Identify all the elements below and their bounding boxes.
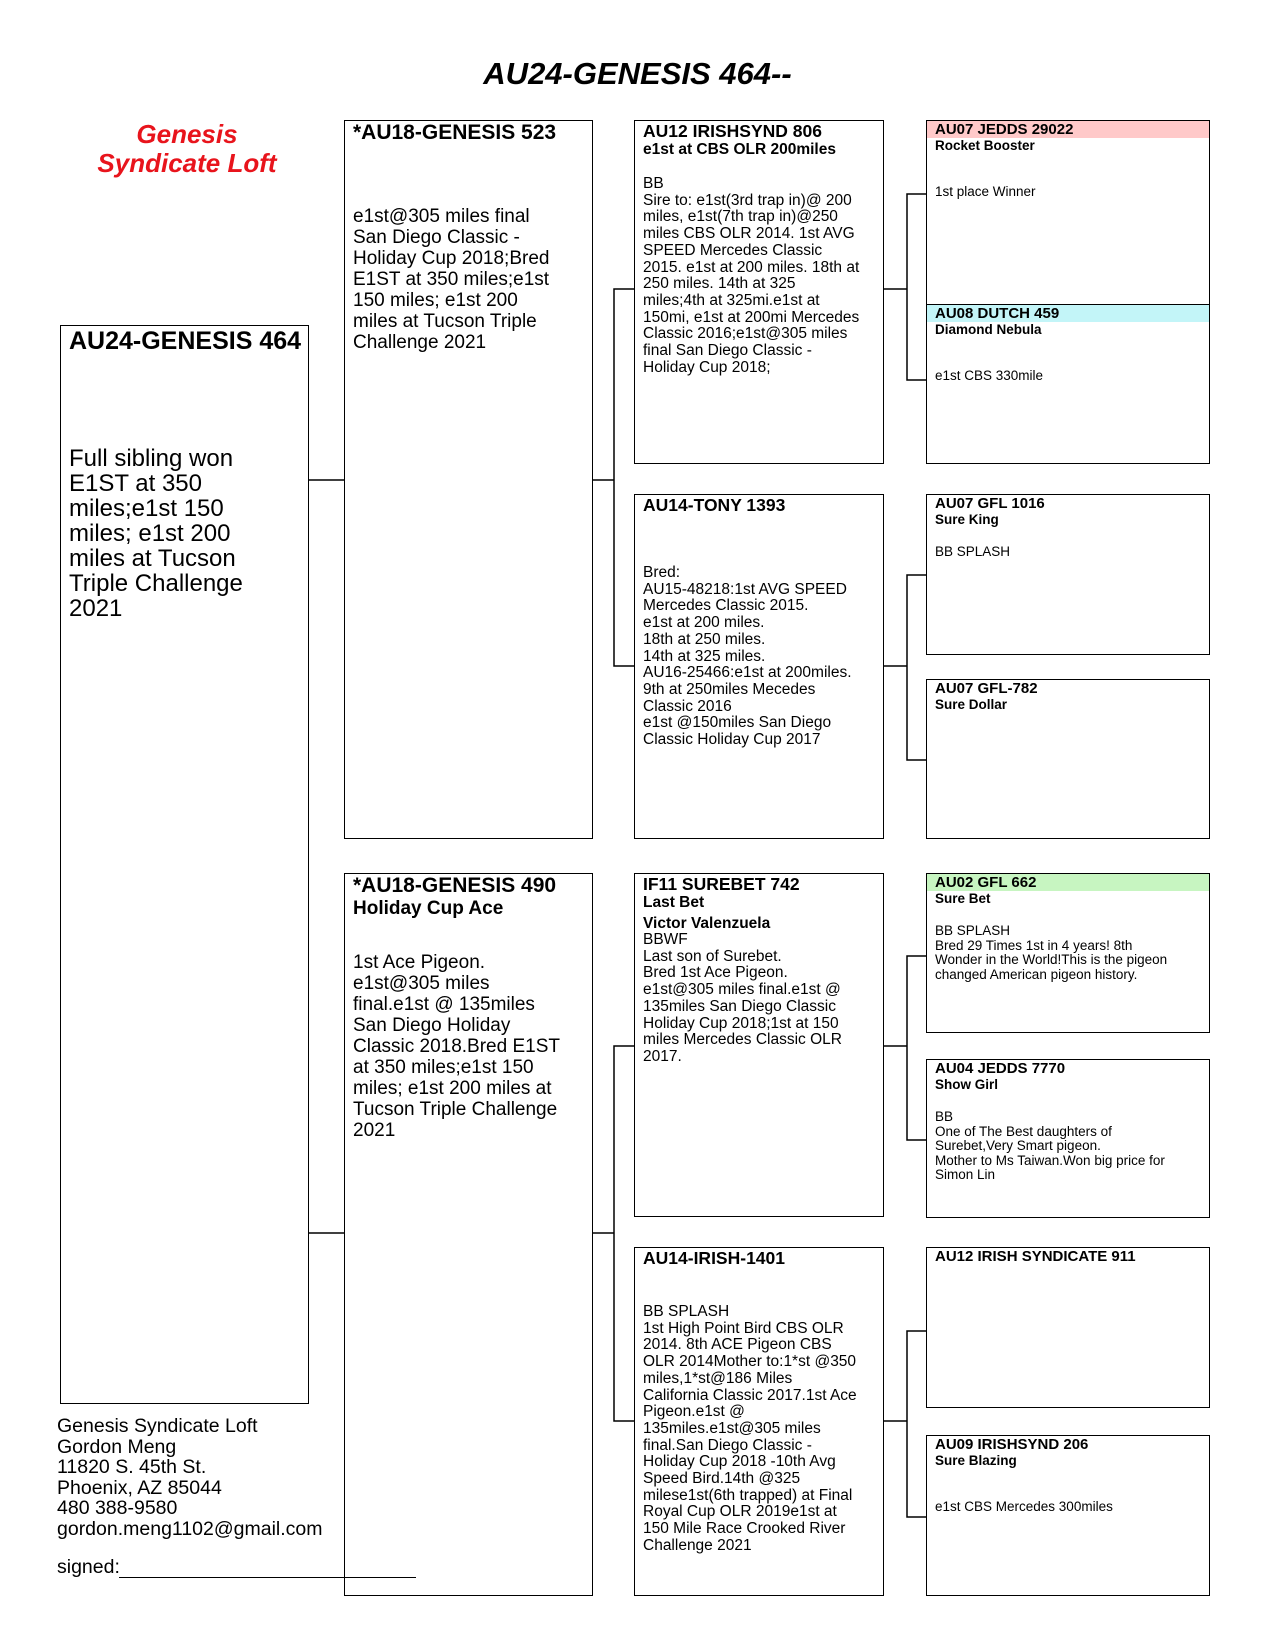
great-grandparent-subtitle: Sure Bet xyxy=(935,891,991,906)
great-grandparent-notes: BB SPLASH Bred 29 Times 1st in 4 years! 8th Wonder in the World!This is the pigeon changed American pigeon history. xyxy=(935,923,1168,982)
grandsire-sire-side-card xyxy=(634,120,884,464)
grandparent-breeder: Victor Valenzuela xyxy=(643,915,771,932)
great-grandparent-subtitle: Diamond Nebula xyxy=(935,322,1042,337)
great-grandparent-name: AU07 GFL-782 xyxy=(935,680,1038,697)
great-grandparent-name: AU02 GFL 662 xyxy=(927,874,1209,891)
great-grandparent-name: AU07 GFL 1016 xyxy=(935,495,1045,512)
grandparent-notes: BB Sire to: e1st(3rd trap in)@ 200 miles, e1st(7th trap in)@250 miles CBS OLR 2014. 1st AVG SPEED Mercedes Classic 2015. e1st at 200 miles. 18th at 250 miles. 14th at 325 miles;4th at 325mi.e1st at 150mi, e1st at 200mi Mercedes Classic 2016;e1st@305 miles final San Diego Classic - Holiday Cup 2018; xyxy=(643,175,860,376)
signature-label: signed: xyxy=(57,1556,120,1578)
grandparent-name: AU14-IRISH-1401 xyxy=(643,1248,785,1268)
signature-line xyxy=(119,1577,416,1578)
dam-card xyxy=(344,873,593,1596)
great-grandparent-name: AU09 IRISHSYND 206 xyxy=(935,1436,1089,1453)
dam-subtitle: Holiday Cup Ace xyxy=(353,898,504,919)
grandparent-name: AU12 IRISHSYND 806 xyxy=(643,121,822,141)
great-grandparent-name: AU08 DUTCH 459 xyxy=(927,305,1209,322)
grandsire-dam-side-card xyxy=(634,873,884,1217)
great-grandparent-notes: 1st place Winner xyxy=(935,184,1036,199)
loft-logo-line1: Genesis xyxy=(136,119,238,149)
great-grandparent-notes: BB SPLASH xyxy=(935,544,1011,559)
sire-card xyxy=(344,120,593,839)
great-grandparent-card xyxy=(926,1059,1210,1218)
great-grandparent-card xyxy=(926,304,1210,464)
granddam-sire-side-card xyxy=(634,494,884,839)
subject-notes: Full sibling won E1ST at 350 miles;e1st 150 miles; e1st 200 miles at Tucson Triple Challenge 2021 xyxy=(69,445,243,622)
great-grandparent-notes: e1st CBS Mercedes 300miles xyxy=(935,1499,1113,1514)
dam-notes: 1st Ace Pigeon. e1st@305 miles final.e1st @ 135miles San Diego Holiday Classic 2018.Bred E1ST at 350 miles;e1st 150 miles; e1st 200 miles at Tucson Triple Challenge 2021 xyxy=(353,952,560,1141)
great-grandparent-notes: BB One of The Best daughters of Surebet,Very Smart pigeon. Mother to Ms Taiwan.Won big price for Simon Lin xyxy=(935,1109,1165,1182)
granddam-dam-side-card xyxy=(634,1247,884,1596)
great-grandparent-subtitle: Sure King xyxy=(935,512,999,527)
dam-name: *AU18-GENESIS 490 xyxy=(353,874,557,897)
great-grandparent-card xyxy=(926,1435,1210,1596)
subject-name: AU24-GENESIS 464 xyxy=(69,327,302,355)
great-grandparent-subtitle: Rocket Booster xyxy=(935,138,1035,153)
great-grandparent-subtitle: Sure Blazing xyxy=(935,1453,1017,1468)
grandparent-notes: BBWF Last son of Surebet. Bred 1st Ace Pigeon. e1st@305 miles final.e1st @ 135miles San Diego Classic Holiday Cup 2018;1st at 150 miles Mercedes Classic OLR 2017. xyxy=(643,931,842,1065)
great-grandparent-card xyxy=(926,679,1210,839)
great-grandparent-name: AU12 IRISH SYNDICATE 911 xyxy=(935,1248,1136,1265)
great-grandparent-name: AU04 JEDDS 7770 xyxy=(935,1060,1066,1077)
great-grandparent-notes: e1st CBS 330mile xyxy=(935,368,1044,383)
grandparent-notes: BB SPLASH 1st High Point Bird CBS OLR 2014. 8th ACE Pigeon CBS OLR 2014Mother to:1*st @350 miles,1*st@186 Miles California Classic 2017.1st Ace Pigeon.e1st @ 135miles.e1st@305 miles final.San Diego Classic - Holiday Cup 2018 -10th Avg Speed Bird.14th @325 milese1st(6th trapped) at Final Royal Cup OLR 2019e1st at 150 Mile Race Crooked River Challenge 2021 xyxy=(643,1303,857,1554)
loft-logo xyxy=(72,120,302,178)
grandparent-subtitle: e1st at CBS OLR 200miles xyxy=(643,141,836,158)
subject-card xyxy=(60,325,309,1404)
loft-contact-info: Genesis Syndicate Loft Gordon Meng 11820 S. 45th St. Phoenix, AZ 85044 480 388-9580 gordon.meng1102@gmail.com xyxy=(57,1415,323,1540)
grandparent-name: AU14-TONY 1393 xyxy=(643,495,786,515)
great-grandparent-card xyxy=(926,494,1210,655)
pedigree-title: AU24-GENESIS 464-- xyxy=(483,56,792,91)
grandparent-notes: Bred: AU15-48218:1st AVG SPEED Mercedes Classic 2015. e1st at 200 miles. 18th at 250 miles. 14th at 325 miles. AU16-25466:e1st at 200miles. 9th at 250miles Mecedes Classic 2016 e1st @150miles San Diego Classic Holiday Cup 2017 xyxy=(643,564,852,749)
loft-logo-line2: Syndicate Loft xyxy=(97,148,277,178)
great-grandparent-card xyxy=(926,873,1210,1033)
sire-name: *AU18-GENESIS 523 xyxy=(353,121,557,144)
great-grandparent-name: AU07 JEDDS 29022 xyxy=(927,121,1209,138)
great-grandparent-subtitle: Show Girl xyxy=(935,1077,999,1092)
sire-notes: e1st@305 miles final San Diego Classic - Holiday Cup 2018;Bred E1ST at 350 miles;e1st 150 miles; e1st 200 miles at Tucson Triple Challenge 2021 xyxy=(353,206,550,353)
grandparent-subtitle: Last Bet xyxy=(643,894,705,911)
great-grandparent-subtitle: Sure Dollar xyxy=(935,697,1008,712)
great-grandparent-card xyxy=(926,1247,1210,1408)
grandparent-name: IF11 SUREBET 742 xyxy=(643,874,800,894)
